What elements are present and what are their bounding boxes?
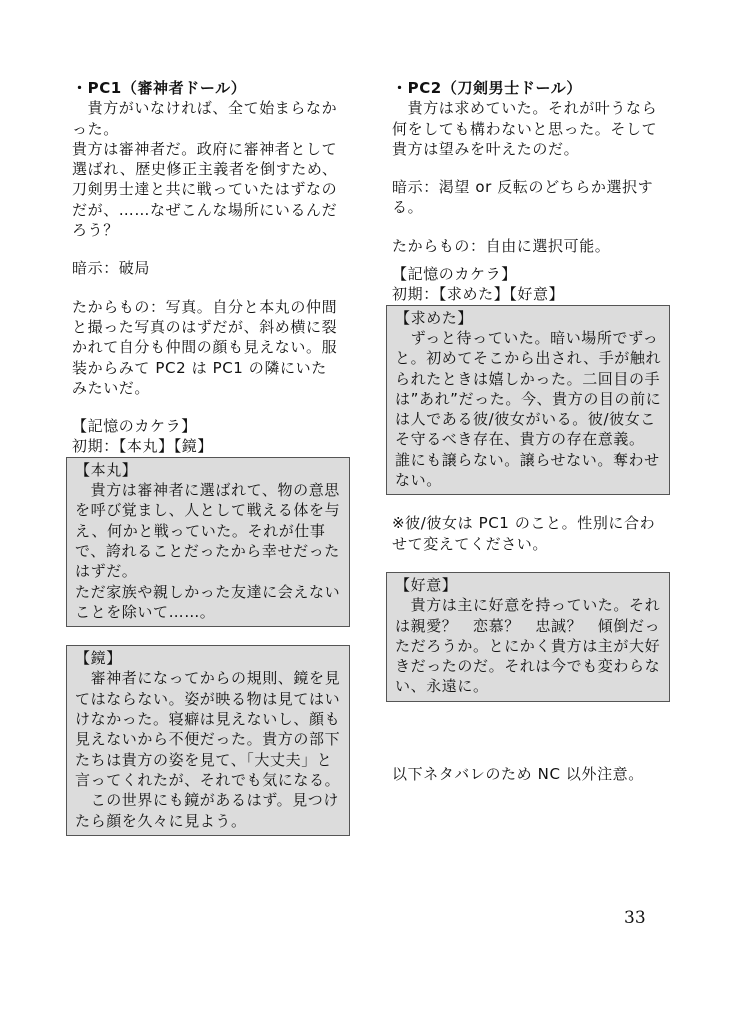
box-body: 審神者になってからの規則、鏡を見てはならない。姿が映る物は見てはいけなかった。寝癖は見えないし、顔も見えないから不便だった。貴方の部下たちは貴方の姿を見て、「大丈夫」と言ってくれたが、それでも気になる。 この世界にも鏡があるはず。見つけたら顔を久々に見よう。 [75,669,341,830]
box-title: 【好意】 [395,575,458,594]
box-title: 【求めた】 [395,308,474,327]
pc2-heading: ・PC2（刀剣男士ドール） [392,79,582,97]
pc1-intro: 貴方がいなければ、全て始まらなかった。 貴方は審神者だ。政府に審神者として選ばれ、歴史修正主義者を倒すため、刀剣男士達と共に戦っていたはずなのだが、……なぜこんな場所にいるんだろう？ [72,99,338,240]
box-body: 貴方は審神者に選ばれて、物の意思を呼び覚まし、人として戦える体を与え、何かと戦っていた。それが仕事で、誇れることだったから幸せだったはずだ。 ただ家族や親しかった友達に会えないことを除いて……。 [75,481,341,621]
pc2-motometa-box [386,305,670,496]
pc2-kakera-title: 【記憶のカケラ】 [392,265,517,284]
page-number: 33 [624,908,646,928]
pc2-intro: 貴方は求めていた。それが叶うなら何をしても構わないと思った。そして貴方は望みを叶えたのだ。 [392,99,658,158]
pc2-takaramono: たからもの：自由に選択可能。 [392,236,611,255]
pc2-koui-box [386,572,670,702]
box-body: ずっと待っていた。暗い場所でずっと。初めてそこから出され、手が触れられたときは嬉しかった。二回目の手は”あれ”だった。今、貴方の目の前には人である彼/彼女がいる。彼/彼女こそ守るべき存在、貴方の存在意義。 誰にも譲らない。譲らせない。奪わせない。 [395,328,662,490]
pc1-kakera-title: 【記憶のカケラ】 [72,417,197,436]
pc1-kagami-box [66,645,350,836]
pc1-anji: 暗示：破局 [72,259,151,278]
right-column [392,78,660,784]
left-column [72,78,340,836]
box-body: 貴方は主に好意を持っていた。それは親愛？ 恋慕？ 忠誠？ 傾倒だっただろうか。とにかく貴方は主が大好きだったのだ。それは今でも変わらない、永遠に。 [395,596,661,696]
box-title: 【鏡】 [75,649,122,668]
pc2-note: ※彼/彼女は PC1 のこと。性別に合わせて変えてください。 [392,514,656,553]
pc2-kakera-initial: 初期：【求めた】【好意】 [392,285,565,304]
pc1-takaramono: たからもの：写真。自分と本丸の仲間と撮った写真のはずだが、斜め横に裂かれて自分も仲間の顔も見えない。服装からみて PC2 は PC1 の隣にいたみたいだ。 [72,297,338,397]
pc1-kakera-initial: 初期：【本丸】【鏡】 [72,437,214,456]
pc1-honmaru-box [66,457,350,627]
pc1-heading: ・PC1（審神者ドール） [72,79,247,97]
box-title: 【本丸】 [75,460,138,479]
pc2-anji: 暗示：渇望 or 反転のどちらか選択する。 [392,178,654,217]
spoiler-warning: 以下ネタバレのため NC 以外注意。 [392,764,644,783]
